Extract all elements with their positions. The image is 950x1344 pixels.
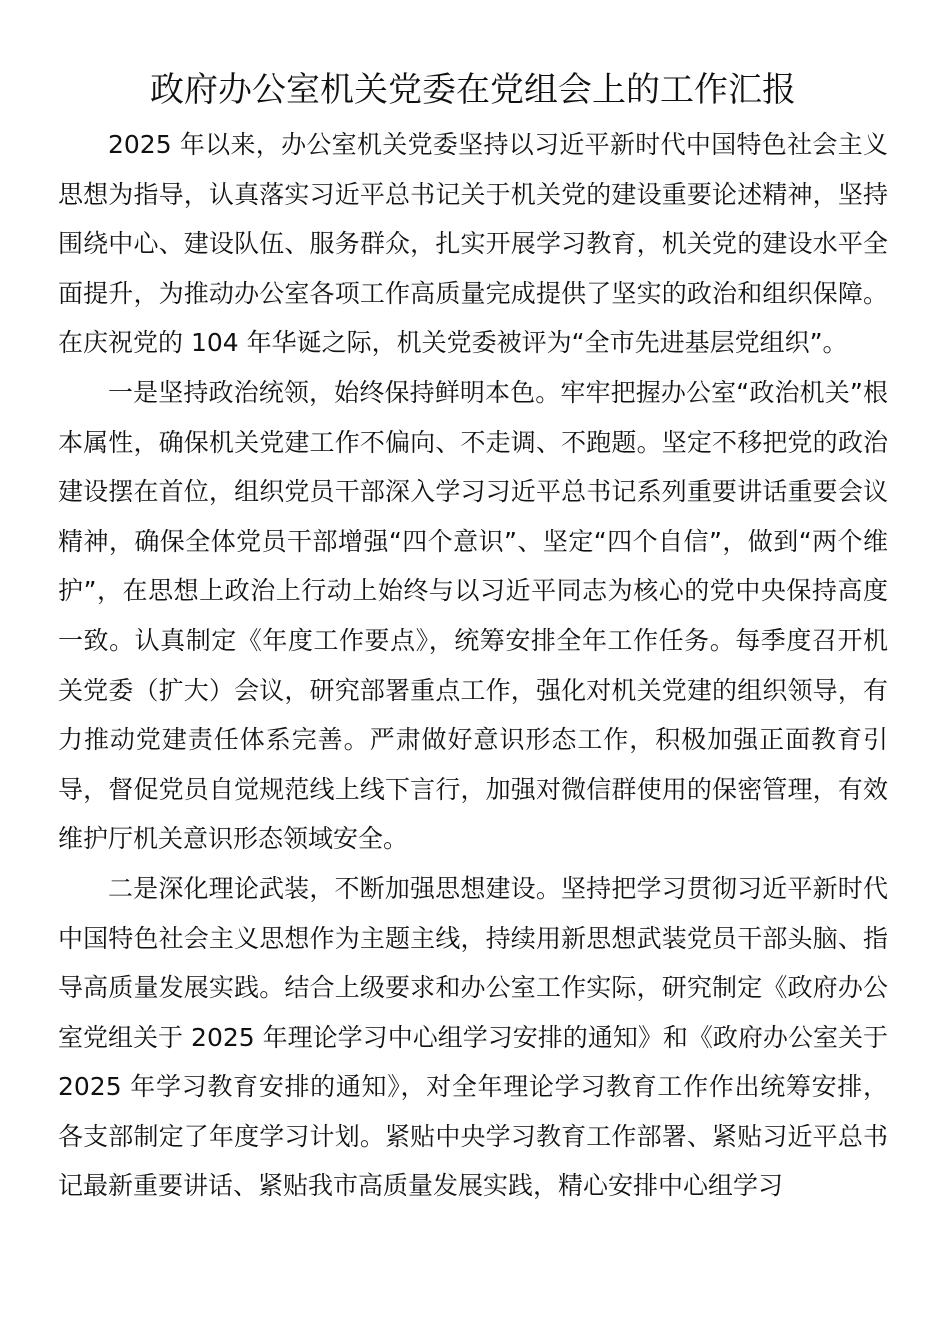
document-title: 政府办公室机关党委在党组会上的工作汇报 (150, 70, 796, 110)
paragraph-theory-lead: 二是深化理论武装，不断加强思想建设。 (108, 873, 561, 903)
paragraph-intro (58, 120, 888, 368)
paragraph-political (58, 368, 888, 864)
paragraph-theory-text: 坚持把学习贯彻习近平新时代中国特色社会主义思想作为主题主线，持续用新思想武装党员干部头脑、指导高质量发展实践。结合上级要求和办公室工作实际，研究制定《政府办公室党组关于 2025 年理论学习中心组学习安排的通知》和《政府办公室关于 2025 年学习教育安排的通知》，对全年理论学习教育工作作出统筹安排，各支部制定了年度学习计划。紧贴中央学习教育工作部署、紧贴习近平总书记最新重要讲话、紧贴我市高质量发展实践，精心安排中心组学习 (58, 873, 888, 1201)
paragraph-political-lead: 一是坚持政治统领，始终保持鲜明本色。 (108, 377, 561, 407)
paragraph-political-text: 牢牢把握办公室“政治机关”根本属性，确保机关党建工作不偏向、不走调、不跑题。坚定不移把党的政治建设摆在首位，组织党员干部深入学习习近平总书记系列重要讲话重要会议精神，确保全体党员干部增强“四个意识”、坚定“四个自信”，做到“两个维护”，在思想上政治上行动上始终与以习近平同志为核心的党中央保持高度一致。认真制定《年度工作要点》，统筹安排全年工作任务。每季度召开机关党委（扩大）会议，研究部署重点工作，强化对机关党建的组织领导，有力推动党建责任体系完善。严肃做好意识形态工作，积极加强正面教育引导，督促党员自觉规范线上线下言行，加强对微信群使用的保密管理，有效维护厅机关意识形态领域安全。 (58, 377, 888, 854)
paragraph-theory (58, 864, 888, 1211)
paragraph-intro-text: 2025 年以来，办公室机关党委坚持以习近平新时代中国特色社会主义思想为指导，认真落实习近平总书记关于机关党的建设重要论述精神，坚持围绕中心、建设队伍、服务群众，扎实开展学习教育，机关党的建设水平全面提升，为推动办公室各项工作高质量完成提供了坚实的政治和组织保障。在庆祝党的 104 年华诞之际，机关党委被评为“全市先进基层党组织”。 (58, 130, 888, 358)
document-page (58, 66, 888, 1211)
